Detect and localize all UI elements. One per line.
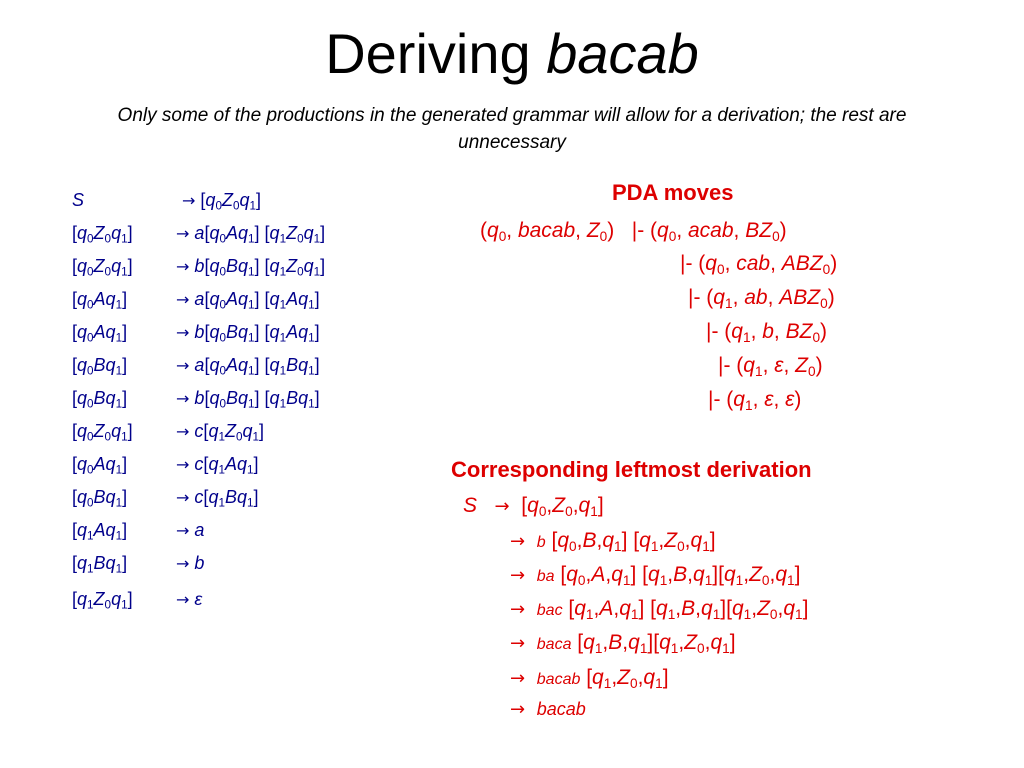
production-lhs: $[q_0Bq_1]$ bbox=[72, 388, 128, 411]
production-lhs: $[q_1Bq_1]$ bbox=[72, 553, 128, 576]
production-lhs: $[q_1Aq_1]$ bbox=[72, 520, 128, 543]
pda-move-line: |- ($q_1$, ε, ε) bbox=[708, 388, 802, 414]
pda-move-line: |- ($q_1$, ab, $ABZ_0$) bbox=[688, 286, 835, 312]
derivation-line: → bacab $[q_1,Z_0,q_1]$ bbox=[510, 666, 669, 692]
production-rhs: → $b[q_0Bq_1]$ $[q_1Bq_1]$ bbox=[176, 388, 320, 411]
production-lhs: $[q_0Z_0q_1]$ bbox=[72, 421, 133, 444]
production-rhs: → ε bbox=[176, 589, 203, 609]
derivation-line: → ba $[q_0,A,q_1]$ $[q_1,B,q_1][q_1,Z_0,q_1]$ bbox=[510, 563, 801, 589]
derivation-heading: Corresponding leftmost derivation bbox=[451, 457, 812, 482]
production-rhs: → $c[q_1Bq_1]$ bbox=[176, 487, 259, 510]
pda-move-line: |- ($q_0$, cab, $ABZ_0$) bbox=[680, 252, 838, 278]
production-lhs: $[q_0Bq_1]$ bbox=[72, 487, 128, 510]
production-rhs: → $[q_0Z_0q_1]$ bbox=[182, 190, 262, 213]
production-rhs: → $a[q_0Aq_1]$ $[q_1Bq_1]$ bbox=[176, 355, 320, 378]
production-rhs: → b bbox=[176, 553, 205, 573]
derivation-line: → baca $[q_1,B,q_1][q_1,Z_0,q_1]$ bbox=[510, 631, 736, 657]
derivation-line: → bac $[q_1,A,q_1]$ $[q_1,B,q_1][q_1,Z_0,q_1]$ bbox=[510, 597, 809, 623]
derivation-line: → bacab bbox=[510, 699, 586, 720]
production-rhs: → $b[q_0Bq_1]$ $[q_1Aq_1]$ bbox=[176, 322, 320, 345]
production-rhs: → $b[q_0Bq_1]$ $[q_1Z_0q_1]$ bbox=[176, 256, 326, 279]
production-lhs: $[q_1Z_0q_1]$ bbox=[72, 589, 133, 612]
slide-subtitle: Only some of the productions in the generated grammar will allow for a derivation; the rest are unnecessary bbox=[117, 105, 907, 153]
production-rhs: → $c[q_1Z_0q_1]$ bbox=[176, 421, 265, 444]
production-rhs: → a bbox=[176, 520, 205, 540]
slide-title bbox=[0, 22, 1024, 86]
production-lhs: S bbox=[72, 190, 85, 210]
production-lhs: $[q_0Aq_1]$ bbox=[72, 454, 128, 477]
derivation-line: S → $[q_0,Z_0,q_1]$ bbox=[463, 494, 604, 520]
pda-move-line: |- ($q_1$, b, $BZ_0$) bbox=[706, 320, 828, 346]
derivation-line: → b $[q_0,B,q_1]$ $[q_1,Z_0,q_1]$ bbox=[510, 529, 716, 555]
production-lhs: $[q_0Z_0q_1]$ bbox=[72, 256, 133, 279]
production-lhs: $[q_0Aq_1]$ bbox=[72, 289, 128, 312]
production-lhs: $[q_0Z_0q_1]$ bbox=[72, 223, 133, 246]
production-lhs: $[q_0Bq_1]$ bbox=[72, 355, 128, 378]
production-rhs: → $a[q_0Aq_1]$ $[q_1Z_0q_1]$ bbox=[176, 223, 326, 246]
title-prefix: Deriving bbox=[325, 22, 531, 85]
production-rhs: → $a[q_0Aq_1]$ $[q_1Aq_1]$ bbox=[176, 289, 320, 312]
title-word: bacab bbox=[546, 22, 699, 85]
pda-moves-heading: PDA moves bbox=[612, 180, 734, 205]
pda-move-line: |- ($q_1$, ε, $Z_0$) bbox=[718, 354, 823, 380]
pda-move-line: ($q_0$, bacab, $Z_0$) |- ($q_0$, acab, $BZ_0$) bbox=[480, 219, 787, 245]
production-lhs: $[q_0Aq_1]$ bbox=[72, 322, 128, 345]
production-rhs: → $c[q_1Aq_1]$ bbox=[176, 454, 259, 477]
